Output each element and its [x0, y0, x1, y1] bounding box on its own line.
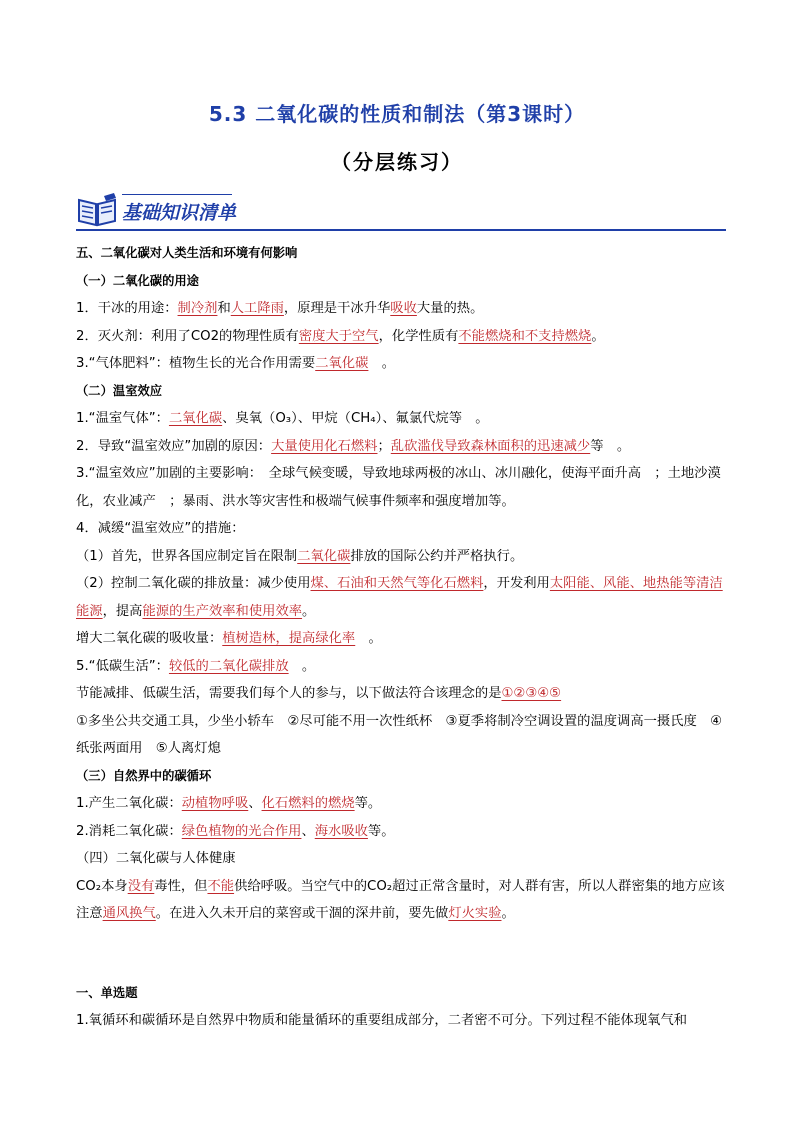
answer-cannot: 不能 [207, 878, 235, 894]
topic-heading: 五、二氧化碳对人类生活和环境有何影响 [76, 246, 298, 260]
answer-co2: 二氧化碳 [168, 411, 223, 426]
subheading-uses: （一）二氧化碳的用途 [76, 273, 199, 288]
answer-artificial-rain: 人工降雨 [230, 301, 284, 316]
answer-co2: 二氧化碳 [315, 356, 369, 371]
line-greenhouse-gases: 1.“温室气体”：二氧化碳、臭氧（O₃）、甲烷（CH₄）、氟氯代烷等 。 [76, 411, 489, 426]
answer-density: 密度大于空气 [298, 328, 379, 344]
answer-afforestation: 植树造林，提高绿化率 [222, 631, 356, 646]
line-mitigation-2: （2）控制二氧化碳的排放量：减少使用煤、石油和天然气等化石燃料，开发利用太阳能、风能、地热能等清洁能源，提高能源的生产效率和使用效率。 [76, 576, 723, 619]
answer-no-toxicity: 没有 [127, 878, 155, 894]
answer-co2: 二氧化碳 [297, 548, 351, 564]
answer-coal-oil-gas: 煤、石油和天然气等化石燃料 [310, 576, 484, 591]
answer-absorb: 吸收 [390, 301, 417, 316]
question-1: 1.氧循环和碳循环是自然界中物质和能量循环的重要组成部分，二者密不可分。下列过程不能体现氧气和 [76, 1013, 688, 1028]
answer-ventilation: 通风换气 [102, 906, 156, 921]
subheading-greenhouse: （二）温室效应 [76, 383, 163, 398]
answer-ocean-absorption: 海水吸收 [314, 823, 368, 839]
answer-clean-energy: 太阳能、风能、地热能等清洁能源 [76, 576, 723, 619]
answer-combustion: 化石燃料的燃烧 [261, 796, 355, 811]
line-mitigation: 4．减缓“温室效应”的措施： [76, 521, 245, 536]
line-low-carbon-question: 节能减排、低碳生活，需要我们每个人的参与，以下做法符合该理念的是①②③④⑤ [76, 686, 562, 701]
line-health: CO₂本身没有毒性，但不能供给呼吸。当空气中的CO₂超过正常含量时，对人群有害，所以人群密集的地方应该注意通风换气。在进入久未开启的菜窖或干涸的深井前，要先做灯火实验。 [76, 878, 725, 921]
section-title: 基础知识清单 [122, 202, 237, 224]
document-subtitle: （分层练习） [331, 150, 463, 174]
line-dry-ice: 1．干冰的用途：制冷剂和人工降雨，原理是干冰升华吸收大量的热。 [76, 301, 484, 316]
subheading-health: （四）二氧化碳与人体健康 [76, 851, 236, 866]
line-co2-sinks: 2.消耗二氧化碳：绿色植物的光合作用、海水吸收等。 [76, 823, 395, 839]
subheading-carbon-cycle: （三）自然界中的碳循环 [76, 768, 212, 783]
header-top-rule [122, 194, 232, 195]
book-icon [76, 192, 118, 228]
answer-deforestation: 乱砍滥伐导致森林面积的迅速减少 [390, 438, 591, 454]
line-greenhouse-causes: 2．导致“温室效应”加剧的原因：大量使用化石燃料；乱砍滥伐导致森林面积的迅速减少等 。 [76, 438, 631, 454]
section-header [76, 190, 726, 232]
answer-respiration: 动植物呼吸 [181, 796, 249, 811]
line-low-carbon: 5.“低碳生活”：较低的二氧化碳排放 。 [76, 658, 316, 674]
header-rule [76, 229, 726, 231]
answer-candle-test: 灯火实验 [448, 906, 502, 921]
answer-non-combustible: 不能燃烧和不支持燃烧 [458, 328, 592, 344]
knowledge-content [76, 240, 726, 1035]
line-co2-sources: 1.产生二氧化碳：动植物呼吸、化石燃料的燃烧等。 [76, 796, 382, 811]
document-title: 5.3 二氧化碳的性质和制法（第3课时） [208, 102, 586, 126]
line-low-carbon-options: ①多坐公共交通工具，少坐小轿车 ②尽可能不用一次性纸杯 ③夏季将制冷空调设置的温度调高一摄氏度 ④纸张两面用 ⑤人离灯熄 [76, 713, 723, 756]
line-mitigation-1: （1）首先，世界各国应制定旨在限制二氧化碳排放的国际公约并严格执行。 [76, 548, 524, 564]
exercise-heading: 一、单选题 [76, 985, 138, 1000]
line-gas-fertilizer: 3.“气体肥料”：植物生长的光合作用需要二氧化碳 。 [76, 356, 395, 371]
answer-efficiency: 能源的生产效率和使用效率 [142, 603, 303, 619]
line-greenhouse-effects: 3.“温室效应”加剧的主要影响： 全球气候变暖，导致地球两极的冰山、冰川融化，使海平面升高 ；土地沙漠化，农业减产 ；暴雨、洪水等灾害性和极端气候事件频率和强度增加等。 [76, 466, 721, 509]
answer-low-emission: 较低的二氧化碳排放 [168, 658, 289, 674]
line-extinguisher: 2．灭火剂：利用了CO2的物理性质有密度大于空气，化学性质有不能燃烧和不支持燃烧。 [76, 328, 605, 344]
answer-fossil-fuels: 大量使用化石燃料 [271, 438, 378, 454]
answer-photosynthesis: 绿色植物的光合作用 [181, 823, 302, 839]
answer-refrigerant: 制冷剂 [177, 301, 218, 316]
line-absorption: 增大二氧化碳的吸收量：植树造林，提高绿化率 。 [76, 631, 382, 646]
answer-choices: ①②③④⑤ [501, 686, 562, 701]
